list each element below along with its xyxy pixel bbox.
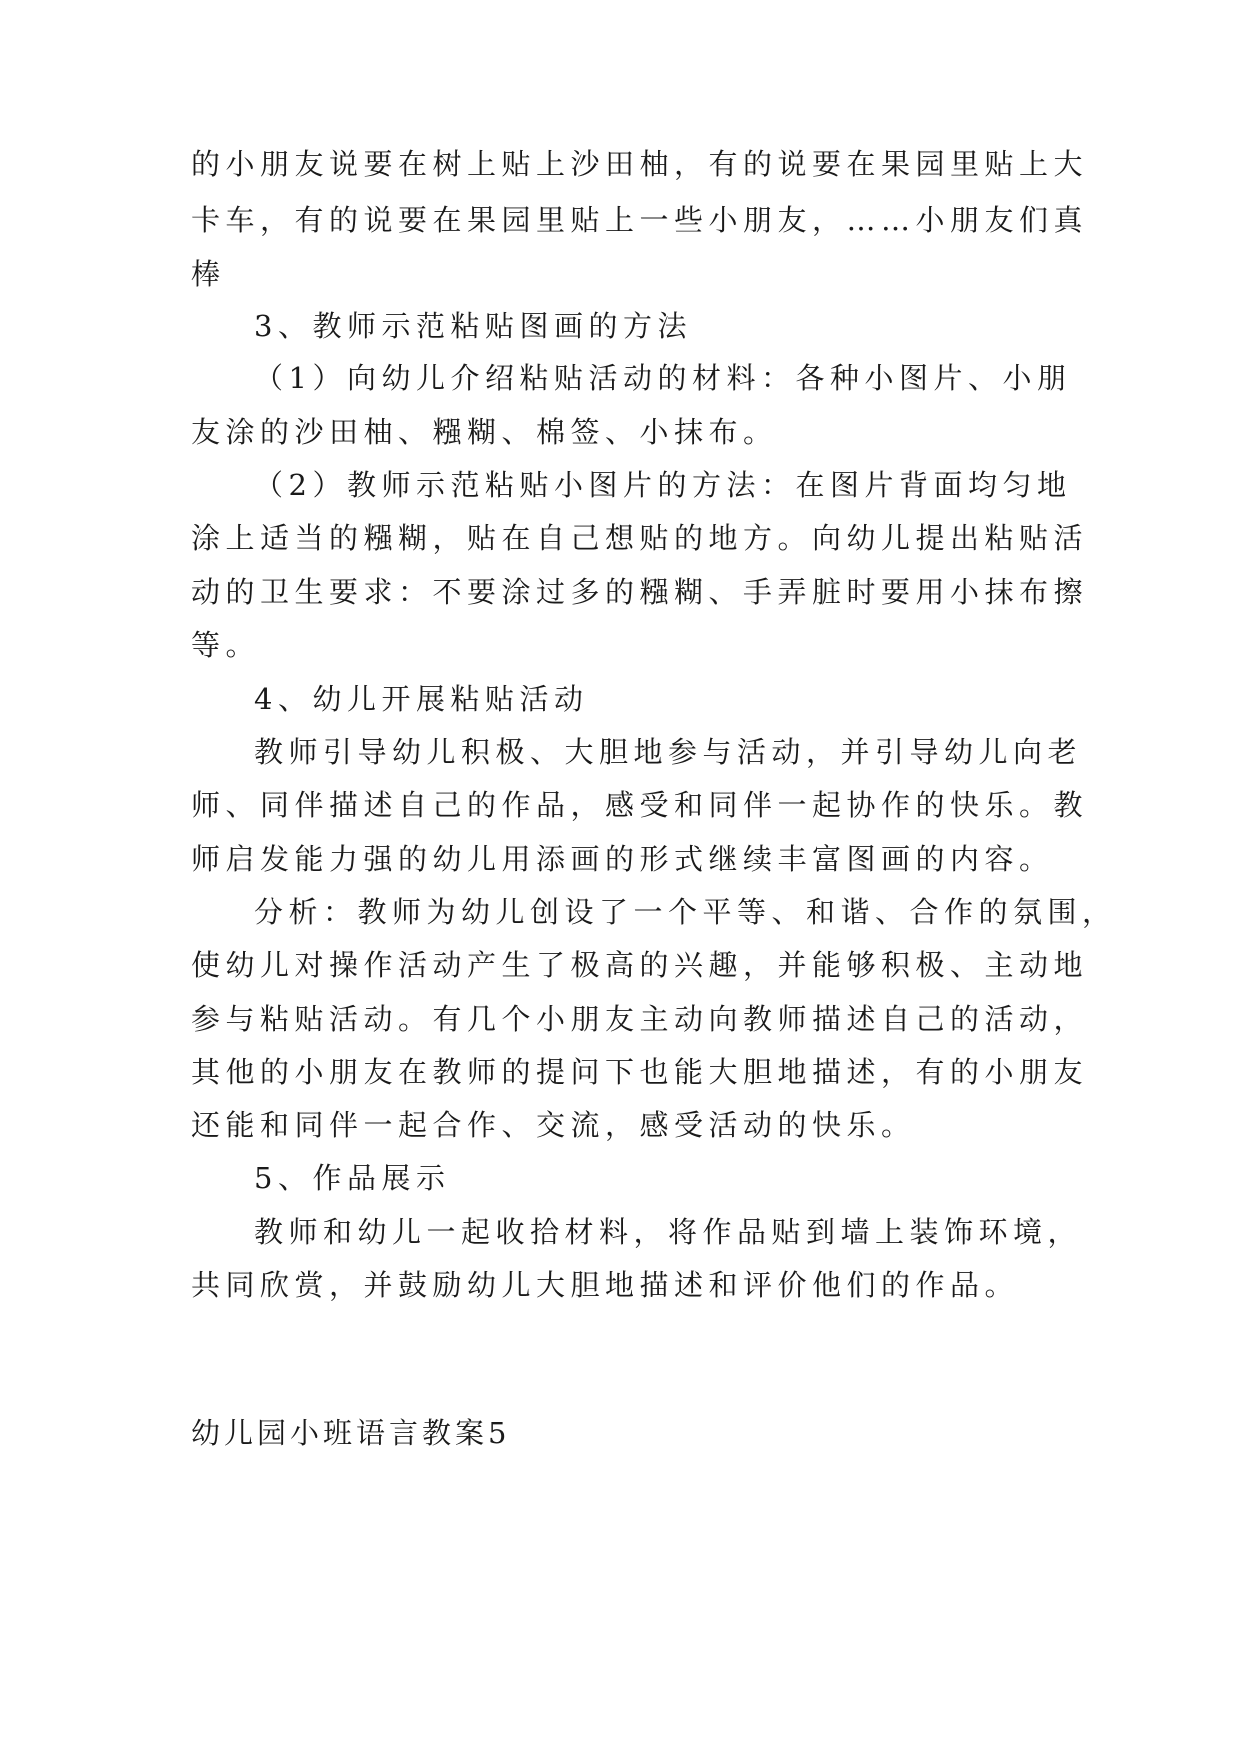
body-line: 教师和幼儿一起收拾材料，将作品贴到墙上装饰环境， xyxy=(254,1215,1083,1249)
body-line: 师启发能力强的幼儿用添画的形式继续丰富图画的内容。 xyxy=(191,842,1054,876)
body-line: 教师引导幼儿积极、大胆地参与活动，并引导幼儿向老 xyxy=(254,735,1083,769)
step-heading: 4、幼儿开展粘贴活动 xyxy=(254,682,589,716)
body-line: 等。 xyxy=(191,628,261,662)
body-line: 还能和同伴一起合作、交流，感受活动的快乐。 xyxy=(191,1108,916,1142)
section-title: 幼儿园小班语言教案5 xyxy=(191,1416,511,1450)
body-line: 使幼儿对操作活动产生了极高的兴趣，并能够积极、主动地 xyxy=(191,948,1089,982)
step-heading: 5、作品展示 xyxy=(254,1161,451,1195)
body-line: 卡车，有的说要在果园里贴上一些小朋友，……小朋友们真 xyxy=(191,203,1089,237)
body-line: 共同欣赏，并鼓励幼儿大胆地描述和评价他们的作品。 xyxy=(191,1268,1020,1302)
body-line: 动的卫生要求：不要涂过多的糨糊、手弄脏时要用小抹布擦 xyxy=(191,575,1089,609)
body-line: 参与粘贴活动。有几个小朋友主动向教师描述自己的活动， xyxy=(191,1002,1089,1036)
step-heading: 3、教师示范粘贴图画的方法 xyxy=(254,309,692,343)
body-line: 分析：教师为幼儿创设了一个平等、和谐、合作的氛围， xyxy=(254,895,1117,929)
body-line: 友涂的沙田柚、糨糊、棉签、小抹布。 xyxy=(191,415,778,449)
body-line: 其他的小朋友在教师的提问下也能大胆地描述，有的小朋友 xyxy=(191,1055,1089,1089)
body-line: （1）向幼儿介绍粘贴活动的材料：各种小图片、小朋 xyxy=(254,361,1072,395)
body-line: （2）教师示范粘贴小图片的方法：在图片背面均匀地 xyxy=(254,468,1072,502)
body-line: 师、同伴描述自己的作品，感受和同伴一起协作的快乐。教 xyxy=(191,788,1089,822)
body-line: 的小朋友说要在树上贴上沙田柚，有的说要在果园里贴上大 xyxy=(191,147,1089,181)
body-line: 涂上适当的糨糊，贴在自己想贴的地方。向幼儿提出粘贴活 xyxy=(191,521,1089,555)
body-line: 棒 xyxy=(191,257,226,291)
